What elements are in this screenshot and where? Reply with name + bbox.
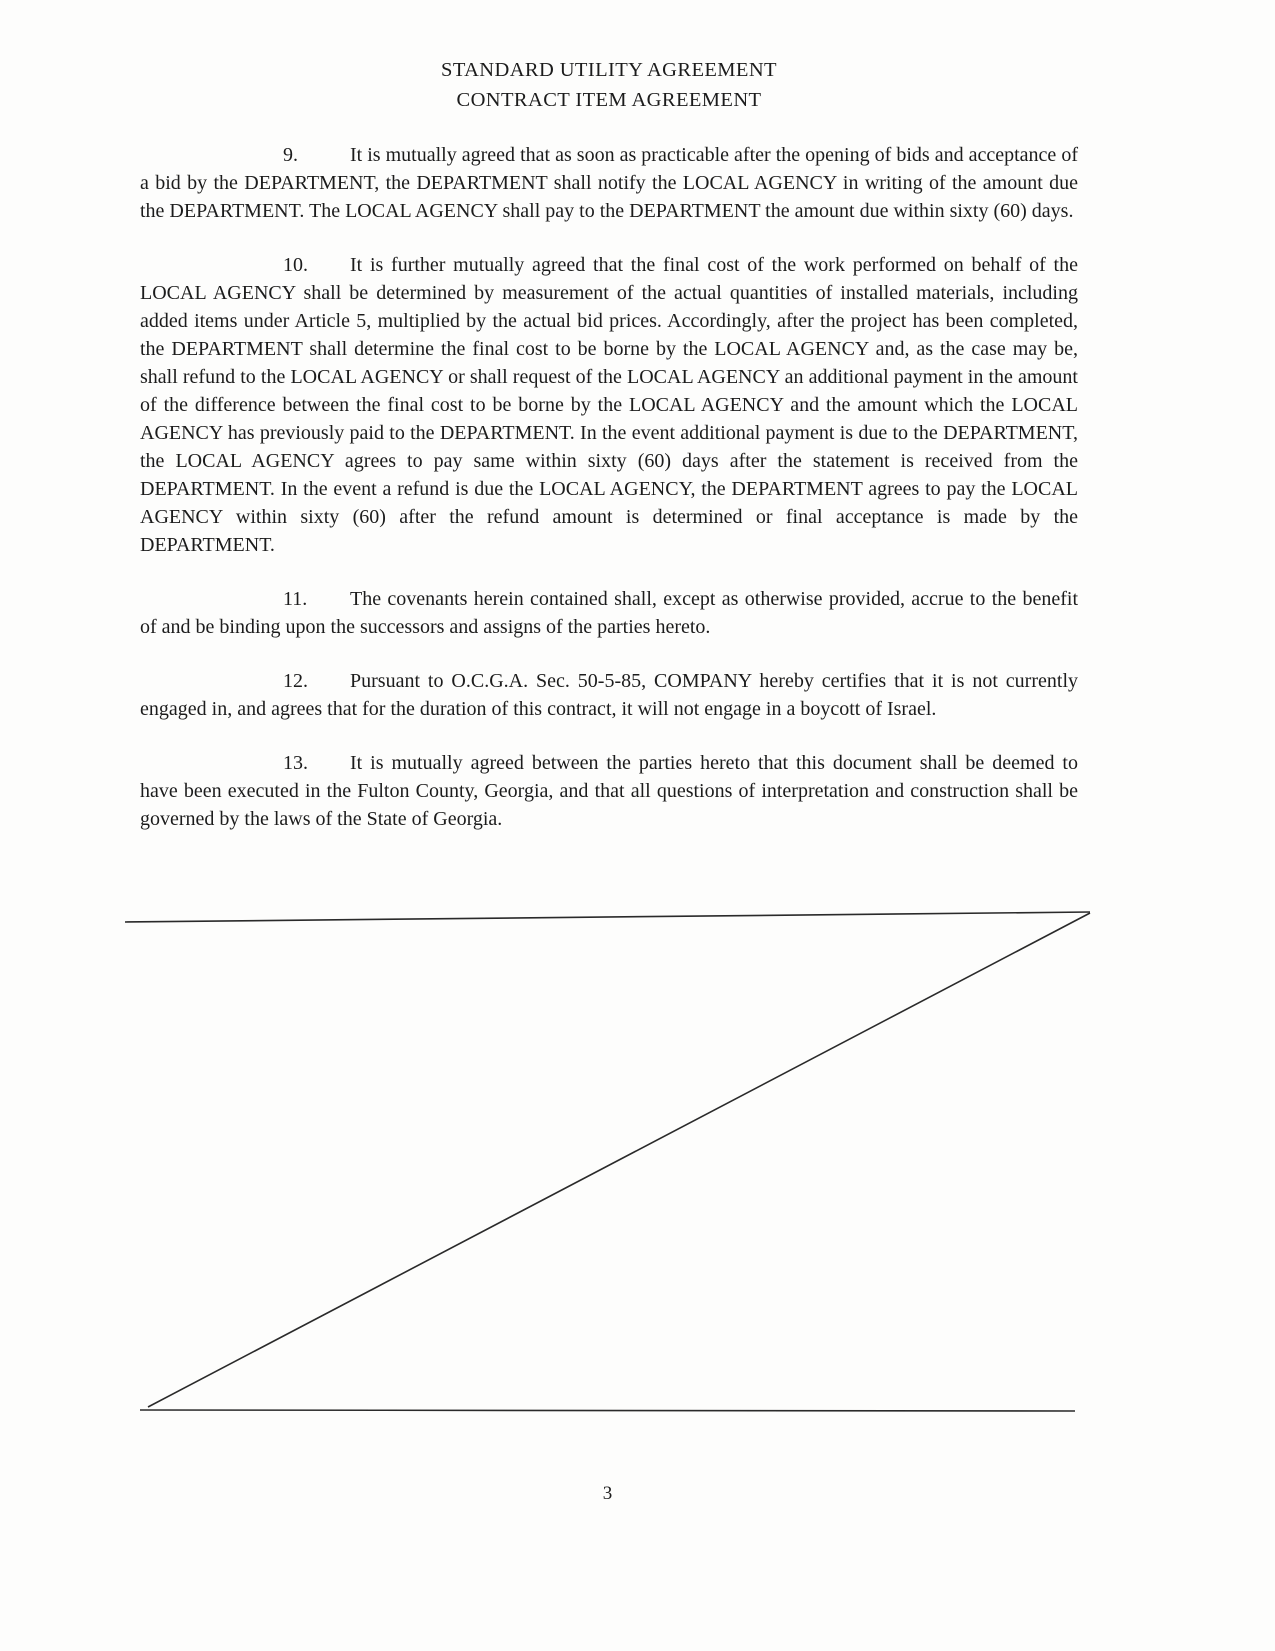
paragraph-9-text: It is mutually agreed that as soon as practicable after the opening of bids and acceptance of a bid by the DEPARTMENT, the DEPARTMENT shall notify the LOCAL AGENCY in writing of the amount due the DEPARTMENT. The LOCAL AGENCY shall pay to the DEPARTMENT the amount due within sixty (60) days. xyxy=(140,144,1078,222)
paragraph-9 xyxy=(140,141,1078,225)
strikeout-top-line xyxy=(125,912,1090,922)
title-line-1: STANDARD UTILITY AGREEMENT xyxy=(441,59,777,81)
paragraph-10-number: 10. xyxy=(283,254,308,276)
paragraph-12-text: Pursuant to O.C.G.A. Sec. 50-5-85, COMPANY hereby certifies that it is not currently engaged in, and agrees that for the duration of this contract, it will not engage in a boycott of Israel. xyxy=(140,670,1078,720)
paragraph-10-text: It is further mutually agreed that the final cost of the work performed on behalf of the LOCAL AGENCY shall be determined by measurement of the actual quantities of installed materials, including added items under Article 5, multiplied by the actual bid prices. Accordingly, after the project has been completed, the DEPARTMENT shall determine the final cost to be borne by the LOCAL AGENCY and, as the case may be, shall refund to the LOCAL AGENCY or shall request of the LOCAL AGENCY an additional payment in the amount of the difference between the final cost to be borne by the LOCAL AGENCY and the amount which the LOCAL AGENCY has previously paid to the DEPARTMENT. In the event additional payment is due to the DEPARTMENT, the LOCAL AGENCY agrees to pay same within sixty (60) days after the statement is received from the DEPARTMENT. In the event a refund is due the LOCAL AGENCY, the DEPARTMENT agrees to pay the LOCAL AGENCY within sixty (60) after the refund amount is determined or final acceptance is made by the DEPARTMENT. xyxy=(140,254,1078,556)
title-line-2: CONTRACT ITEM AGREEMENT xyxy=(456,89,762,111)
strikeout-bottom-line xyxy=(140,1410,1075,1411)
document-title xyxy=(140,55,1078,115)
paragraph-11 xyxy=(140,585,1078,641)
paragraph-11-text: The covenants herein contained shall, except as otherwise provided, accrue to the benefit of and be binding upon the successors and assigns of the parties hereto. xyxy=(140,588,1078,638)
paragraph-10 xyxy=(140,251,1078,559)
paragraph-13-text: It is mutually agreed between the parties hereto that this document shall be deemed to have been executed in the Fulton County, Georgia, and that all questions of interpretation and construction shall be governed by the laws of the State of Georgia. xyxy=(140,752,1078,830)
document-content xyxy=(140,55,1078,833)
paragraph-12-number: 12. xyxy=(283,670,308,692)
paragraph-11-number: 11. xyxy=(283,588,308,610)
paragraph-12 xyxy=(140,667,1078,723)
paragraph-13-number: 13. xyxy=(283,752,308,774)
page-number: 3 xyxy=(602,1483,613,1504)
paragraph-9-number: 9. xyxy=(283,144,298,166)
strikeout-blank-space-lines xyxy=(118,903,1098,1418)
paragraph-13 xyxy=(140,749,1078,833)
strikeout-diagonal-line xyxy=(148,913,1090,1407)
